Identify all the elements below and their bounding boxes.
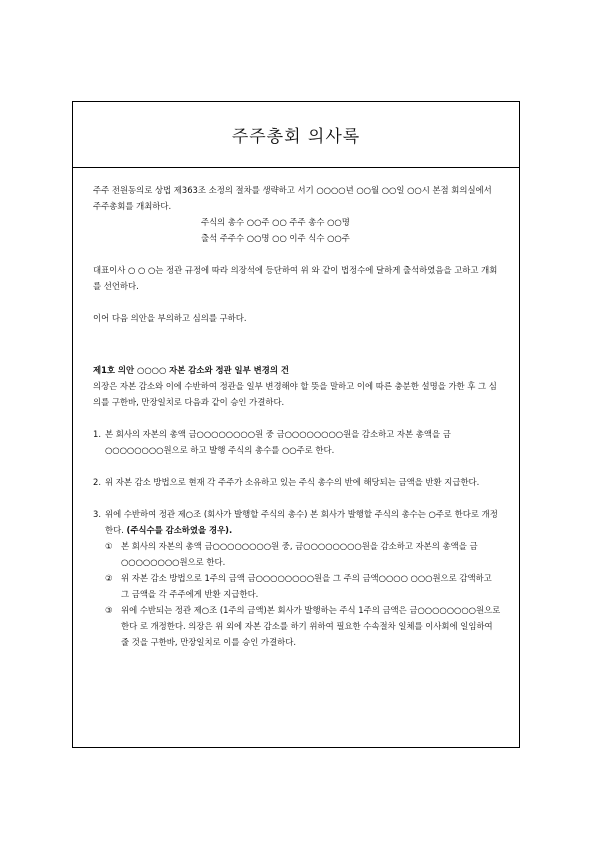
item3-text: 위에 수반하여 정관 제○조 (회사가 발행할 주식의 총수) 본 회사가 발행할 주식의 총수는 ○주로 한다로 개정한다. [105, 509, 498, 535]
sub-item-mark: ① [105, 541, 113, 551]
document-title: 주주총회 의사록 [231, 127, 361, 147]
agenda-body: 의장은 자본 감소와 이에 수반하여 정관을 일부 변경해야 할 뜻을 말하고 이에 따른 충분한 설명을 가한 후 그 심의를 구한바, 만장일치로 다음과 같이 승인 가결하다. [93, 381, 497, 407]
shares-line: 주식의 총수 ○○주 ○○ 주주 총수 ○○명 [201, 217, 350, 227]
list-item-text [105, 506, 502, 538]
sub-item-1 [93, 538, 502, 570]
list-item-text: 본 회사의 자본의 총액 금○○○○○○○○원 중 금○○○○○○○○원을 감소하고 자본 총액을 금○○○○○○○○원으로 하고 발행 주식의 총수를 ○○주로 한다. [105, 429, 451, 455]
agenda-title: 제1호 의안 ○○○○ 자본 감소와 정관 일부 변경의 건 [93, 365, 289, 375]
list-item-2 [93, 474, 502, 490]
list-item-number: 2. [93, 477, 101, 487]
sub-item-2 [93, 570, 502, 602]
sub-item-text: 위 자본 감소 방법으로 1주의 금액 금○○○○○○○○원을 그 주의 금액○○○○ ○○○원으로 감액하고 그 금액을 각 주주에게 반환 지급한다. [121, 573, 492, 599]
list-item-number: 3. [93, 509, 101, 519]
document-frame [72, 101, 520, 748]
next-paragraph: 이어 다음 의안을 부의하고 심의를 구하다. [93, 313, 247, 323]
sub-item-3 [93, 602, 502, 650]
sub-item-text: 위에 수반되는 정관 제○조 (1주의 금액)본 회사가 발행하는 주식 1주의 금액은 금○○○○○○○○원으로 한다 로 개정한다. 의장은 위 외에 자본 감소를 하기 위하여 필요한 수속절차 일체를 이사회에 일임하여 줄 것을 구한바, 만장일치로 이를 승인 가결하다. [121, 605, 501, 647]
list-item-number: 1. [93, 429, 101, 439]
sub-item-text: 본 회사의 자본의 총액 금○○○○○○○○원 중, 금○○○○○○○○원을 감소하고 자본의 총액을 금○○○○○○○○원으로 한다. [121, 541, 478, 567]
intro-paragraph: 주주 전원동의로 상법 제363조 소정의 절차를 생략하고 서기 ○○○○년 ○○월 ○○일 ○○시 본점 회의실에서 주주총회를 개최하다. [93, 185, 492, 211]
sub-item-mark: ③ [105, 605, 113, 615]
item3-note: (주식수를 감소하였을 경우). [126, 525, 233, 535]
title-area [73, 102, 519, 168]
list-item-3 [93, 506, 502, 538]
sub-item-mark: ② [105, 573, 113, 583]
attendance-line: 출석 주주수 ○○명 ○○ 이주 식수 ○○주 [201, 233, 350, 243]
list-item-1 [93, 426, 502, 458]
chair-paragraph: 대표이사 ○ ○ ○는 정관 규정에 따라 의장석에 등단하여 위 와 같이 법정수에 달하게 출석하였음을 고하고 개회를 선언하다. [93, 265, 498, 291]
list-item-text: 위 자본 감소 방법으로 현재 각 주주가 소유하고 있는 주식 총수의 반에 해당되는 금액을 반환 지급한다. [105, 477, 480, 487]
document-body [73, 182, 519, 650]
